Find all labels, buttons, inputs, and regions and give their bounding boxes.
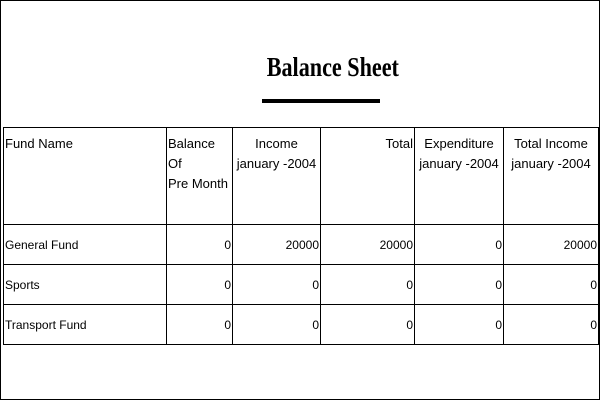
col-header-expenditure-line1: Expenditure [424, 136, 494, 151]
balance-sheet-table [3, 127, 599, 345]
col-header-total-income [504, 128, 599, 225]
col-header-fund-name-label: Fund Name [5, 136, 73, 151]
col-header-balance-line1: Balance Of [168, 136, 215, 171]
col-header-expenditure [415, 128, 504, 225]
col-header-total-income-line2: january -2004 [511, 156, 591, 171]
cell-fund-name: Sports [4, 265, 167, 305]
cell-expenditure: 0 [415, 265, 504, 305]
col-header-total-label: Total [385, 136, 413, 151]
cell-total: 0 [321, 305, 415, 345]
cell-total: 20000 [321, 225, 415, 265]
cell-total-income: 20000 [504, 225, 599, 265]
cell-fund-name: Transport Fund [4, 305, 167, 345]
table-row [4, 265, 599, 305]
cell-income: 0 [233, 265, 321, 305]
cell-income: 20000 [233, 225, 321, 265]
cell-expenditure: 0 [415, 305, 504, 345]
col-header-total-income-line1: Total Income [514, 136, 588, 151]
col-header-expenditure-line2: january -2004 [419, 156, 499, 171]
title-underline [262, 99, 380, 103]
cell-fund-name: General Fund [4, 225, 167, 265]
cell-total-income: 0 [504, 265, 599, 305]
cell-expenditure: 0 [415, 225, 504, 265]
table-row [4, 225, 599, 265]
table-row [4, 305, 599, 345]
col-header-fund-name [4, 128, 167, 225]
col-header-balance [167, 128, 233, 225]
col-header-income-line2: january -2004 [236, 156, 317, 171]
col-header-income [233, 128, 321, 225]
page-title: Balance Sheet [266, 52, 399, 82]
table-header-row [4, 128, 599, 225]
cell-balance: 0 [167, 225, 233, 265]
cell-total: 0 [321, 265, 415, 305]
cell-income: 0 [233, 305, 321, 345]
cell-balance: 0 [167, 305, 233, 345]
col-header-income-line1: Income [255, 136, 298, 151]
col-header-total [321, 128, 415, 225]
cell-total-income: 0 [504, 305, 599, 345]
col-header-balance-line2: Pre Month [168, 176, 228, 191]
cell-balance: 0 [167, 265, 233, 305]
